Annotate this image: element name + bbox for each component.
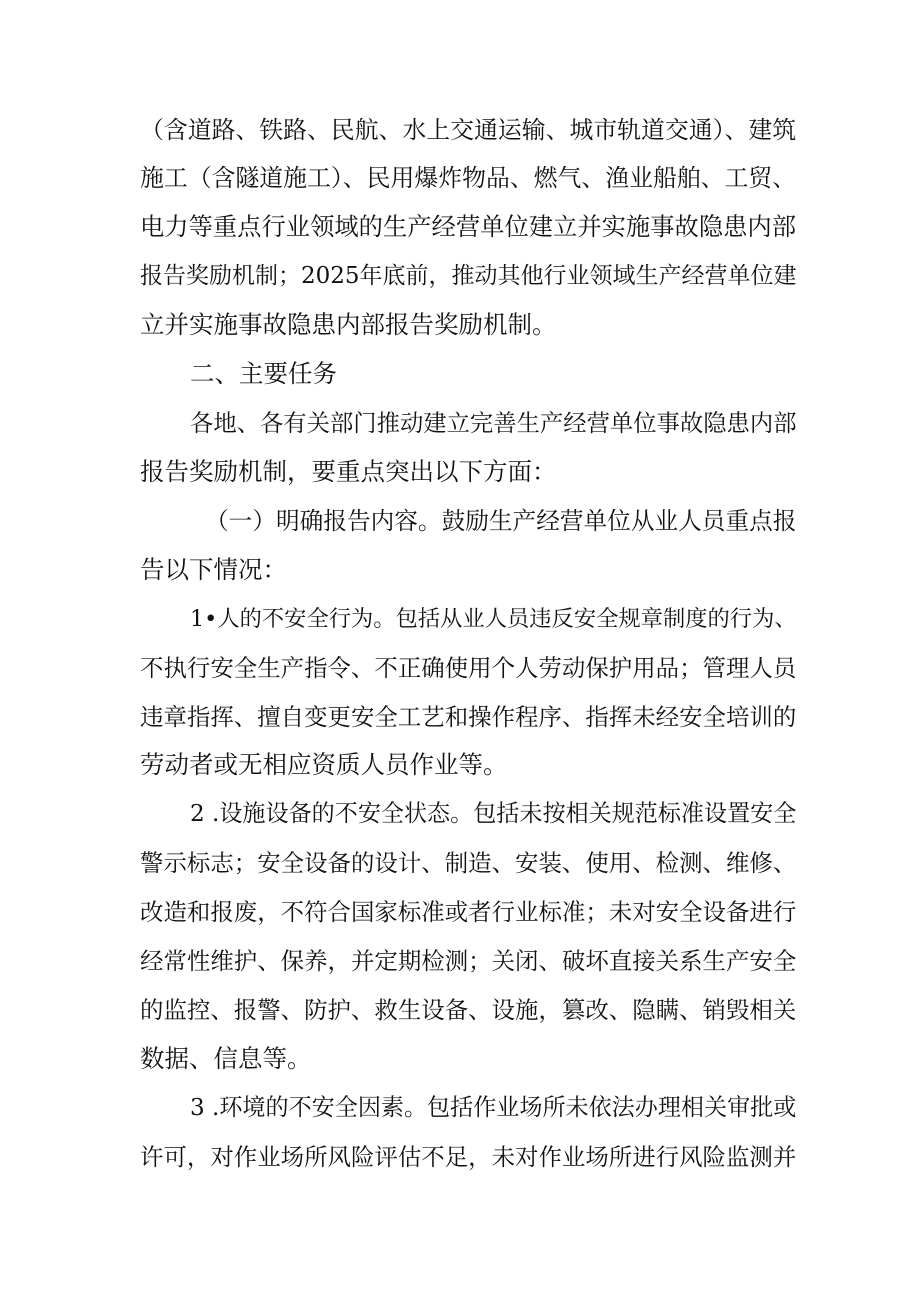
list-item-line: 经常性维护、保养，并定期检测；关闭、破坏直接关系生产安全 xyxy=(140,947,797,975)
list-item-line: 许可，对作业场所风险评估不足，未对作业场所进行风险监测并 xyxy=(140,1143,797,1171)
list-item-line: 1•人的不安全行为。包括从业人员违反安全规章制度的行为、 xyxy=(190,606,797,632)
list-item-line: 2 .设施设备的不安全状态。包括未按相关规范标准设置安全 xyxy=(190,801,797,827)
list-item-line: 警示标志；安全设备的设计、制造、安装、使用、检测、维修、 xyxy=(140,849,797,877)
paragraph-line: 报告奖励机制，要重点突出以下方面： xyxy=(140,457,557,486)
paragraph-line: 施工（含隧道施工）、民用爆炸物品、燃气、渔业船舶、工贸、 xyxy=(140,164,797,192)
list-item-line: 的监控、报警、防护、救生设备、设施，篡改、隐瞒、销毁相关 xyxy=(140,996,797,1024)
paragraph-line: （含道路、铁路、民航、水上交通运输、城市轨道交通）、建筑 xyxy=(140,116,797,144)
list-item-line: 改造和报废，不符合国家标准或者行业标准；未对安全设备进行 xyxy=(140,898,797,926)
list-item-line: 3 .环境的不安全因素。包括作业场所未依法办理相关审批或 xyxy=(190,1095,797,1121)
paragraph-line: 告以下情况： xyxy=(140,555,287,584)
subsection-heading: （一）明确报告内容。鼓励生产经营单位从业人员重点报 xyxy=(205,507,797,535)
list-item-line: 违章指挥、擅自变更安全工艺和操作程序、指挥未经安全培训的 xyxy=(140,703,797,731)
paragraph-line: 立并实施事故隐患内部报告奖励机制。 xyxy=(140,310,557,339)
paragraph-line: 报告奖励机制；2025年底前，推动其他行业领域生产经营单位建 xyxy=(140,263,797,289)
section-heading: 二、主要任务 xyxy=(190,359,337,388)
list-item-line: 不执行安全生产指令、不正确使用个人劳动保护用品；管理人员 xyxy=(140,654,797,682)
list-item-line: 数据、信息等。 xyxy=(140,1044,312,1073)
paragraph-line: 各地、各有关部门推动建立完善生产经营单位事故隐患内部 xyxy=(190,409,797,437)
paragraph-line: 电力等重点行业领域的生产经营单位建立并实施事故隐患内部 xyxy=(140,212,797,241)
list-item-line: 劳动者或无相应资质人员作业等。 xyxy=(140,750,508,779)
